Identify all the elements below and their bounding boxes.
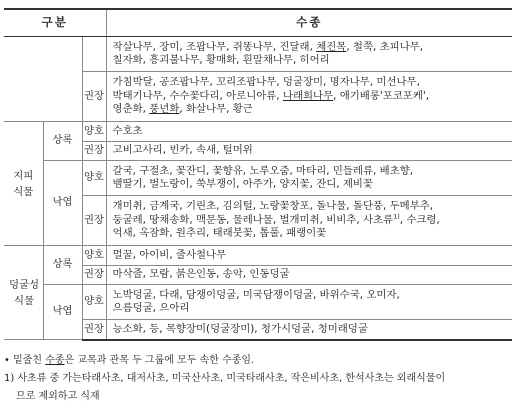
subcategory-cell: 낙엽 — [43, 285, 82, 340]
underlined-species: 풍년화 — [149, 103, 180, 116]
category-cell-shrub — [4, 37, 82, 122]
header-category: 구분 — [4, 9, 106, 37]
recommendation-cell: 권장 — [82, 266, 106, 285]
footnote-1: 1) 사초류 중 가는타래사초, 대저사초, 미국산사초, 미국타래사초, 작은비사초, 한석사초는 외래식물이 — [4, 373, 446, 384]
table-row — [4, 246, 512, 266]
footnote-1-continued: 므로 제외하고 식재 — [16, 391, 100, 402]
footnotes — [4, 352, 512, 406]
recommendation-cell: 권장 — [82, 142, 106, 161]
table-row — [4, 161, 512, 196]
table-row — [4, 37, 512, 72]
table-row — [4, 122, 512, 142]
species-cell: 노박덩굴, 다래, 담쟁이덩굴, 미국담쟁이덩굴, 바위수국, 오미자, 으름덩굴, 으아리 — [106, 285, 512, 320]
underlined-species: 나래회나무 — [282, 89, 334, 102]
species-cell: 갈국, 구절초, 꽃잔디, 꽃향유, 노루오줌, 마타리, 민들레류, 배초향, 뱀딸기, 벌노랑이, 쑥부쟁이, 아주가, 양지꽃, 잔디, 제비꽃 — [106, 161, 512, 196]
species-cell: 수호초 — [106, 122, 512, 142]
footnote-marker: 1) — [393, 212, 400, 221]
species-cell: 능소화, 등, 목향장미(덩굴장미), 청가시덩굴, 청미래덩굴 — [106, 320, 512, 340]
underlined-species: 체진목 — [316, 40, 347, 53]
subcategory-cell: 상록 — [43, 122, 82, 161]
category-cell-vine: 덩굴성식물 — [4, 246, 43, 340]
recommendation-cell: 권장 — [82, 320, 106, 340]
recommendation-cell: 권장 — [82, 72, 106, 122]
species-cell: 고비고사리, 빈카, 속새, 털머위 — [106, 142, 512, 161]
species-table — [4, 8, 512, 341]
recommendation-cell: 양호 — [82, 122, 106, 142]
recommendation-cell — [82, 37, 106, 72]
subcategory-cell: 상록 — [43, 246, 82, 285]
footnote-underline-note: • 밑줄친 수종은 교목과 관목 두 그룹에 모두 속한 수종임. — [4, 355, 255, 366]
species-cell: 멀꿀, 아이비, 줄사철나무 — [106, 246, 512, 266]
header-row — [4, 9, 512, 37]
subcategory-cell: 낙엽 — [43, 161, 82, 246]
header-species: 수종 — [106, 9, 512, 37]
category-cell-groundcover: 지피식물 — [4, 122, 43, 246]
species-cell: 가침박달, 공조팝나무, 꼬리조팝나무, 덩굴장미, 명자나무, 미선나무, 박태기나무, 수수꽃다리, 아로니아류, 나래회나무, 애기배롱'포코포케', 영춘화, 풍년화, 화살나무, 황근 — [106, 72, 512, 122]
table-row — [4, 285, 512, 320]
recommendation-cell: 권장 — [82, 196, 106, 246]
species-cell: 마삭줄, 모람, 붉은인동, 송악, 인동덩굴 — [106, 266, 512, 285]
recommendation-cell: 양호 — [82, 246, 106, 266]
recommendation-cell: 양호 — [82, 161, 106, 196]
recommendation-cell: 양호 — [82, 285, 106, 320]
species-cell: 개미취, 금계국, 기린초, 김의털, 노랑꽃창포, 돌나물, 돌단풍, 두메부추, 둥굴레, 땅채송화, 맥문동, 물레나물, 벌개미취, 비비추, 사초류$^{1)}$, 수크령, 억새, 옥잠화, 원추리, 태래붓꽃, 톱풀, 패랭이꽃 — [106, 196, 512, 246]
species-cell: 작살나무, 장미, 조팝나무, 쥐똥나무, 진달래, 체진목, 철쭉, 초피나무, 칠자화, 흥괴불나무, 황매화, 흰말채나무, 히어리 — [106, 37, 512, 72]
